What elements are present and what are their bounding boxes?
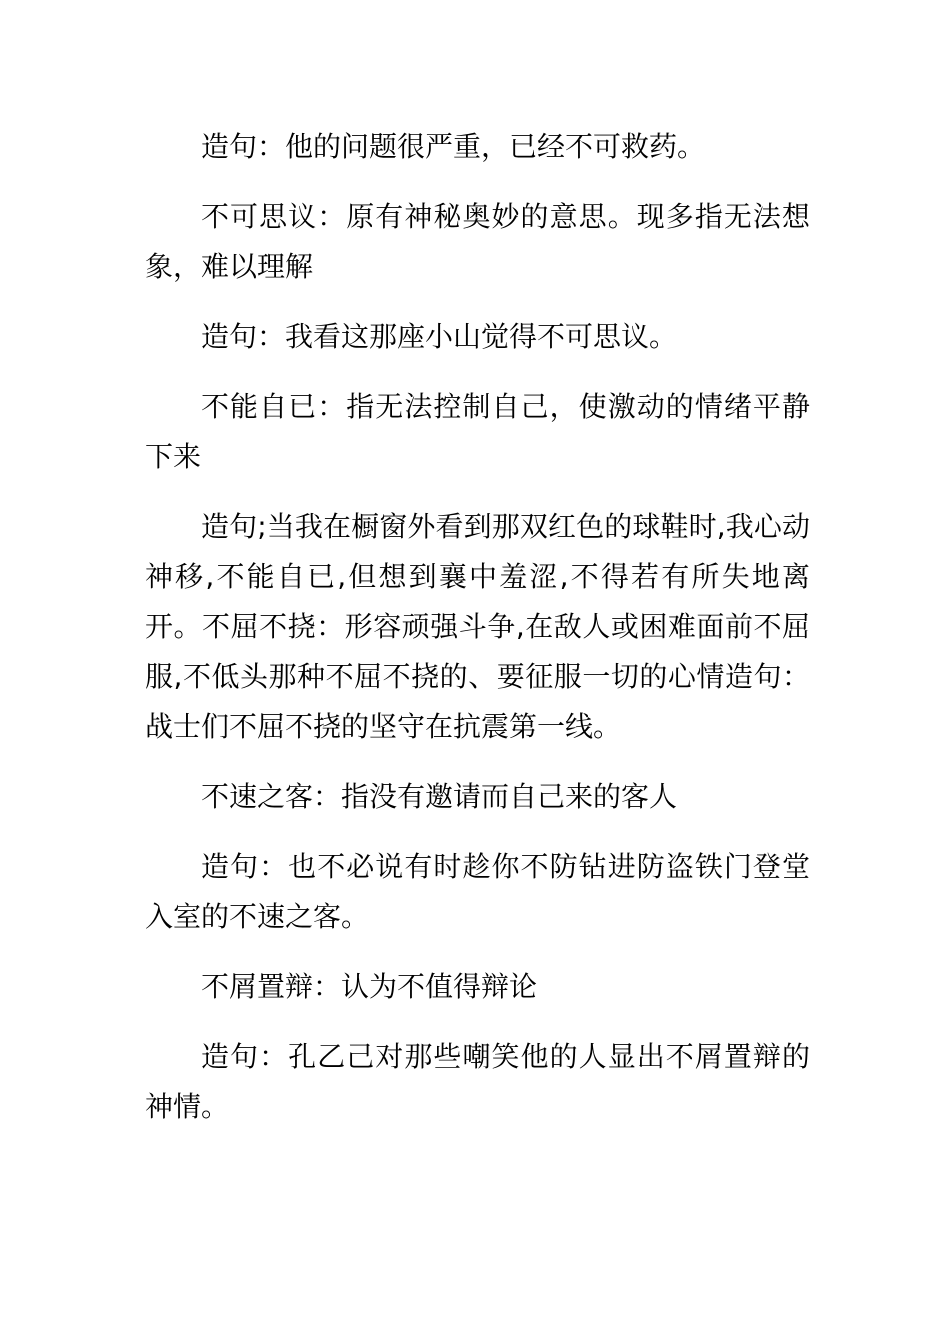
paragraph-example-1: 造句：他的问题很严重，已经不可救药。 [201, 130, 706, 163]
paragraph-definition-buxiezhibian: 不屑置辩：认为不值得辩论 [201, 970, 538, 1003]
paragraph-definition-bukesiyi: 不可思议：原有神秘奥妙的意思。现多指无法想象，难以理解 [145, 200, 810, 283]
paragraph-example-3: 造句;当我在橱窗外看到那双红色的球鞋时,我心动神移,不能自已,但想到襄中羞涩,不得若有所失地离开。不屈不挠：形容顽强斗争,在敌人或困难面前不屈服,不低头那种不屈不挠的、要征服一切的心情造句：战士们不屈不挠的坚守在抗震第一线。 [145, 510, 810, 743]
document-body [145, 122, 810, 1152]
paragraph-definition-busuzhike: 不速之客：指没有邀请而自己来的客人 [201, 780, 678, 813]
paragraph-definition-bunengziyi: 不能自已：指无法控制自己，使激动的情绪平静下来 [145, 390, 810, 473]
paragraph-example-5: 造句：孔乙己对那些嘲笑他的人显出不屑置辩的神情。 [145, 1040, 810, 1123]
paragraph-example-2: 造句：我看这那座小山觉得不可思议。 [201, 320, 678, 353]
paragraph-example-4: 造句：也不必说有时趁你不防钻进防盗铁门登堂入室的不速之客。 [145, 850, 810, 933]
